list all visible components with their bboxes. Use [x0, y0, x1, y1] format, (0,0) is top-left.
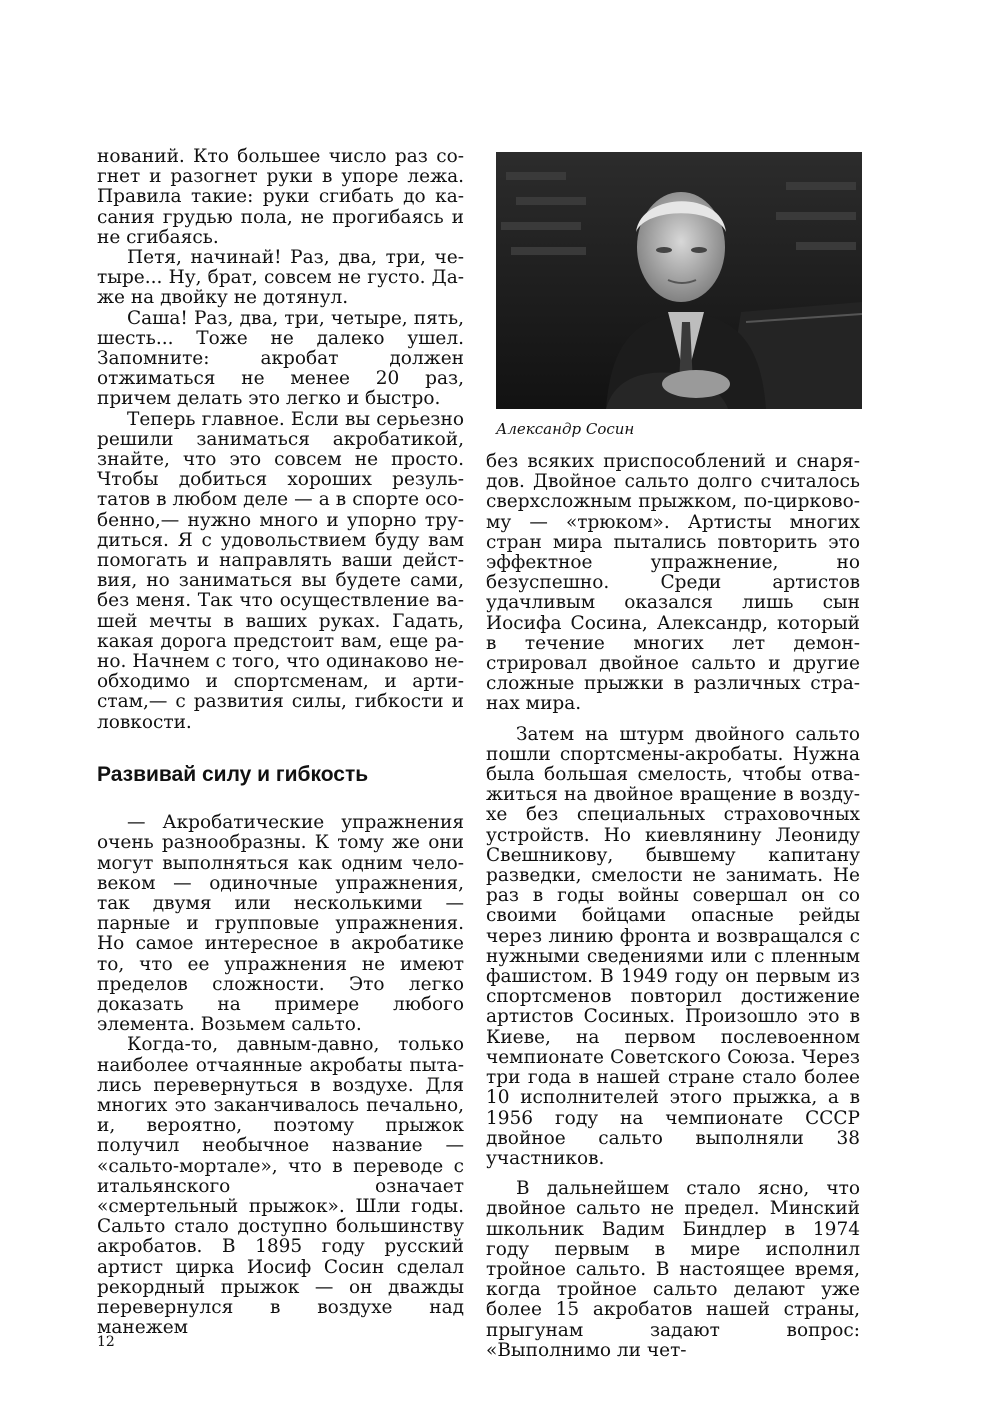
left-column — [97, 147, 464, 1338]
section-heading: Развивай силу и гибкость — [97, 762, 369, 786]
portrait-illustration — [496, 152, 862, 409]
paragraph: нований. Кто большее число раз согнет и разогнет руки в упоре лежа. Правила такие: руки сгибать до касания грудью пола, не прогибаясь и не сгибаясь. — [97, 146, 464, 248]
photo-caption: Александр Сосин — [496, 420, 635, 438]
paragraph: без всяких приспособлений и снарядов. Двойное сальто долго считалось сверхсложным прыжком, по-цирковому — «трюком». Артисты многих стран мира пытались повторить это эффектное упражнение, но безуспешно. Среди артистов удачливым оказался лишь сын Иосифа Сосина, Александр, который в течение многих лет демонстрировал двойное сальто и другие сложные прыжки в различных странах мира. — [486, 451, 860, 715]
page-number: 12 — [97, 1334, 115, 1350]
paragraph: Петя, начинай! Раз, два, три, четыре... Ну, брат, совсем не густо. Даже на двойку не дотянул. — [97, 247, 464, 309]
paragraph: В дальнейшем стало ясно, что двойное сальто не предел. Минский школьник Вадим Биндлер в 1974 году первым в мире исполнил тройное сальто. В настоящее время, когда тройное сальто делают уже более 15 акробатов нашей страны, прыгунам задают вопрос: «Выполнимо ли чет- — [486, 1178, 860, 1361]
right-column — [486, 452, 860, 1361]
paragraph: Теперь главное. Если вы серьезно решили заниматься акробатикой, знайте, что это совсем не просто. Чтобы добиться хороших результатов в любом деле — а в спорте особенно,— нужно много и упорно трудиться. Я с удовольствием буду вам помогать и направлять ваши действия, но заниматься вы будете сами, без меня. Так что осуществление вашей мечты в ваших руках. Гадать, какая дорога предстоит вам, еще рано. Начнем с того, что одинаково необходимо и спортсменам, и артистам,— с развития силы, гибкости и ловкости. — [97, 408, 464, 733]
portrait-photo — [496, 152, 862, 409]
paragraph: Затем на штурм двойного сальто пошли спортсмены-акробаты. Нужна была большая смелость, чтобы отважиться на двойное вращение в воздухе без специальных страховочных устройств. Но киевлянину Леониду Свешникову, бывшему капитану разведки, смелости не занимать. Не раз в годы войны совершал он со своими бойцами опасные рейды через линию фронта и возвращался с нужными сведениями или с пленным фашистом. В 1949 году он первым из спортсменов повторил достижение артистов Сосиных. Произошло это в Киеве, на первом послевоенном чемпионате Советского Союза. Через три года в нашей стране стало более 10 исполнителей этого прыжка, а в 1956 году на чемпионате СССР двойное сальто выполняли 38 участников. — [486, 723, 860, 1169]
paragraph: Саша! Раз, два, три, четыре, пять, шесть... Тоже не далеко ушел. Запомните: акробат должен отжиматься не менее 20 раз, причем делать это легко и быстро. — [97, 307, 464, 410]
paragraph: Когда-то, давным-давно, только наиболее отчаянные акробаты пытались перевернуться в воздухе. Для многих это заканчивалось печально, и, вероятно, поэтому прыжок получил необычное название — «сальто-мортале», что в переводе с итальянского означает «смертельный прыжок». Шли годы. Сальто стало доступно большинству акробатов. В 1895 году русский артист цирка Иосиф Сосин сделал рекордный прыжок — он дважды перевернулся в воздухе над манежем — [97, 1034, 464, 1339]
paragraph: — Акробатические упражнения очень разнообразны. К тому же они могут выполняться как одним человеком — одиночные упражнения, так двумя или несколькими — парные и групповые упражнения. Но самое интересное в акробатике то, что ее упражнения не имеют пределов сложности. Это легко доказать на примере любого элемента. Возьмем сальто. — [97, 812, 464, 1036]
